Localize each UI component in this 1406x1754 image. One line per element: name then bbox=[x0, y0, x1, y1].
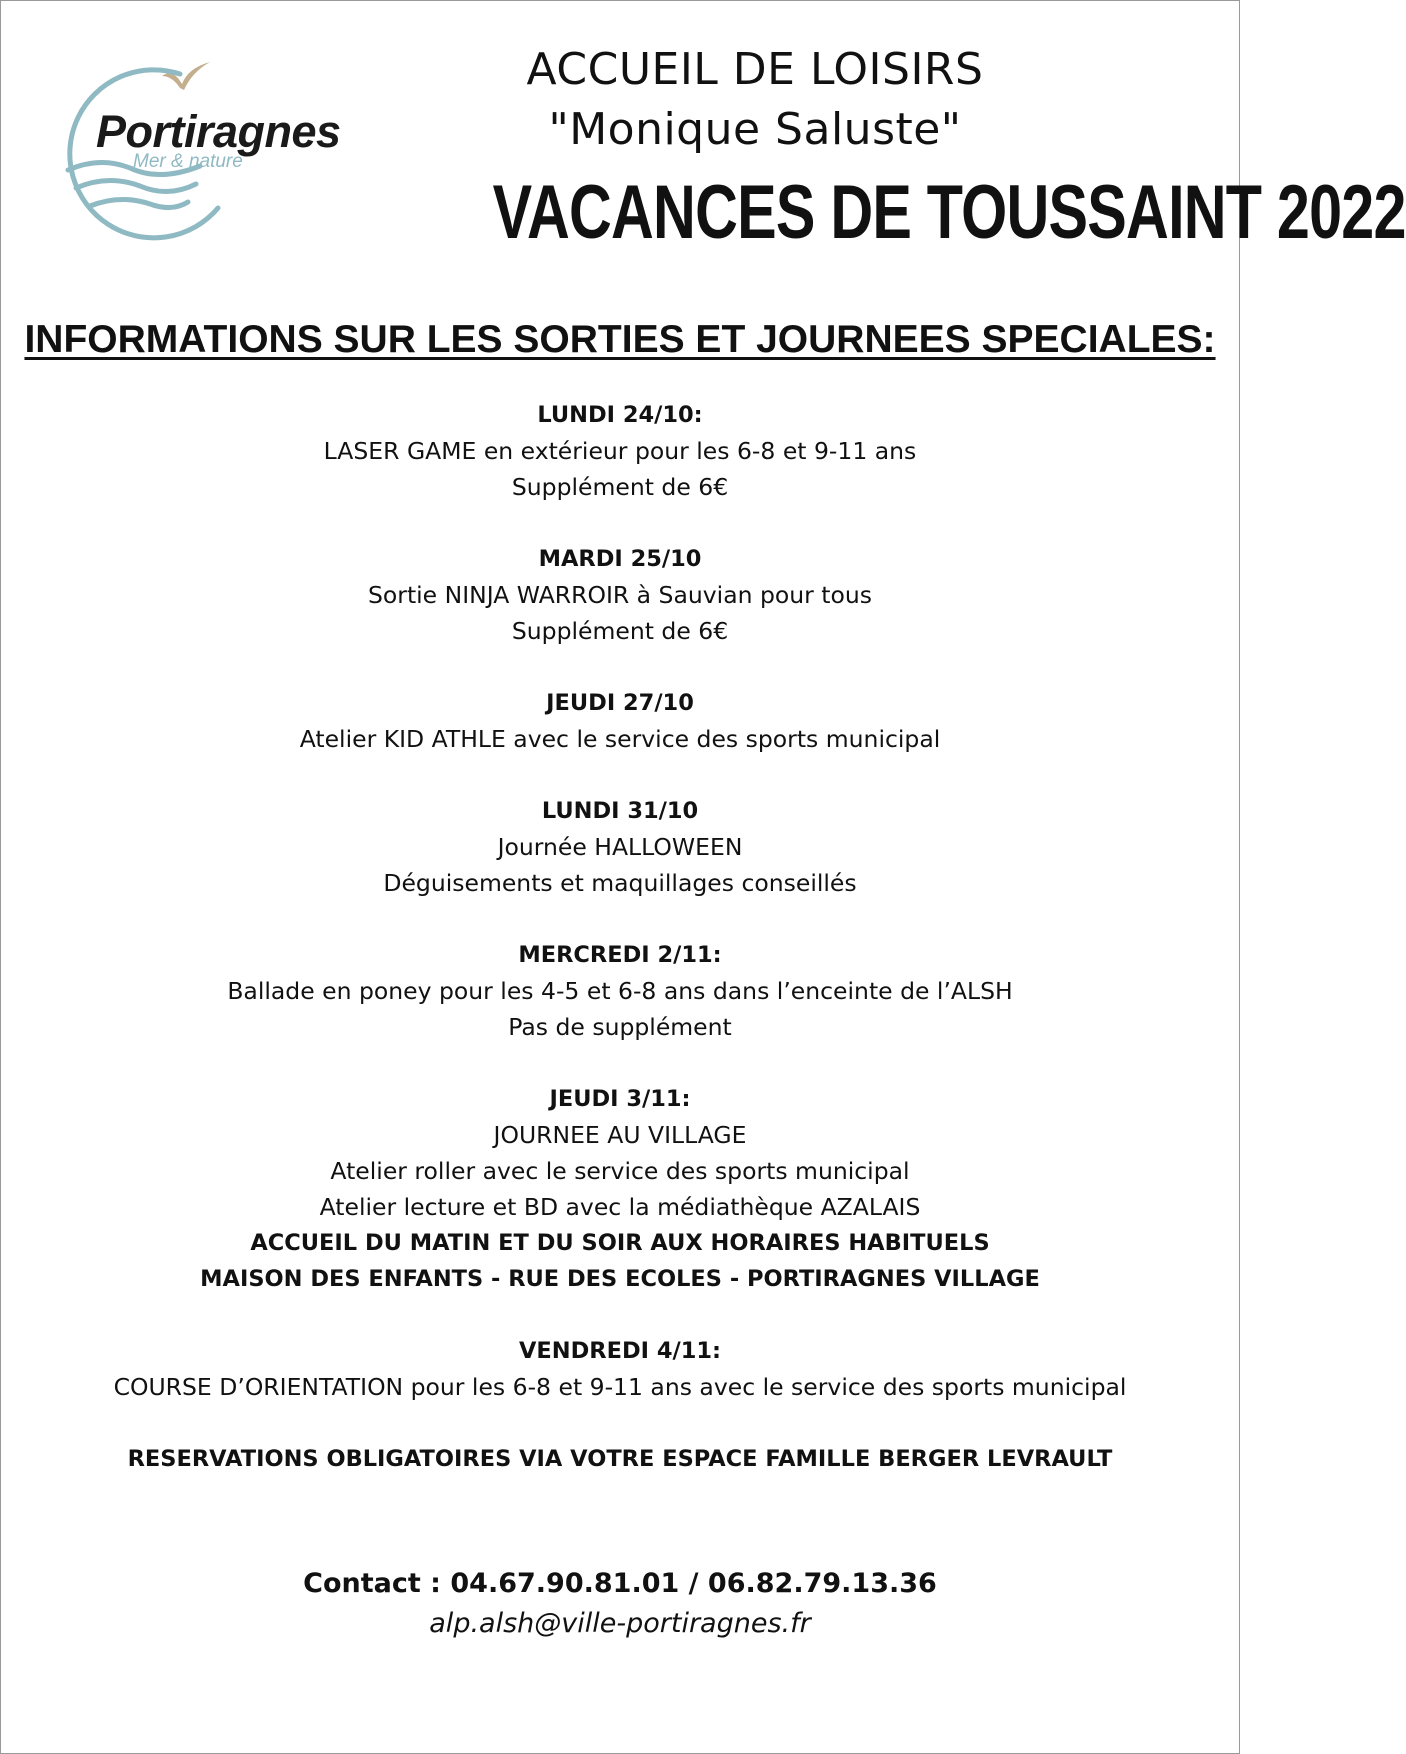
section-heading: INFORMATIONS SUR LES SORTIES ET JOURNEES SPECIALES: bbox=[24, 318, 1216, 361]
event-item bbox=[0, 1333, 1240, 1405]
event-date: MERCREDI 2/11: bbox=[518, 942, 722, 968]
event-line: Atelier KID ATHLE avec le service des sports municipal bbox=[299, 725, 941, 753]
header-title-line2: "Monique Saluste" bbox=[548, 104, 962, 155]
event-line: Sortie NINJA WARROIR à Sauvian pour tous bbox=[367, 581, 873, 609]
event-item bbox=[0, 397, 1240, 505]
event-date: JEUDI 27/10 bbox=[546, 690, 694, 716]
event-date: JEUDI 3/11: bbox=[549, 1086, 691, 1112]
event-item bbox=[0, 1081, 1240, 1297]
events-list bbox=[0, 397, 1240, 1477]
reservation-notice: RESERVATIONS OBLIGATOIRES VIA VOTRE ESPACE FAMILLE BERGER LEVRAULT bbox=[127, 1446, 1113, 1472]
header-title-line1: ACCUEIL DE LOISIRS bbox=[526, 44, 984, 95]
event-line: LASER GAME en extérieur pour les 6-8 et 9-11 ans bbox=[323, 437, 917, 465]
event-line: Atelier lecture et BD avec la médiathèque AZALAIS bbox=[319, 1193, 921, 1221]
event-date: MARDI 25/10 bbox=[538, 546, 702, 572]
event-bold-line: MAISON DES ENFANTS - RUE DES ECOLES - PORTIRAGNES VILLAGE bbox=[200, 1266, 1040, 1292]
event-item bbox=[0, 685, 1240, 757]
event-date: VENDREDI 4/11: bbox=[518, 1338, 722, 1364]
event-line: Supplément de 6€ bbox=[511, 473, 729, 501]
event-line: Journée HALLOWEEN bbox=[497, 833, 743, 861]
event-item bbox=[0, 937, 1240, 1045]
portiragnes-logo bbox=[60, 58, 405, 243]
logo-name: Portiragnes bbox=[96, 106, 341, 157]
contact-email[interactable]: alp.alsh@ville-portiragnes.fr bbox=[429, 1608, 811, 1639]
event-line: Ballade en poney pour les 4-5 et 6-8 ans dans l’enceinte de l’ALSH bbox=[227, 977, 1013, 1005]
event-line: COURSE D’ORIENTATION pour les 6-8 et 9-11 ans avec le service des sports municipal bbox=[113, 1373, 1127, 1401]
contact-phones: Contact : 04.67.90.81.01 / 06.82.79.13.36 bbox=[303, 1568, 937, 1599]
event-item bbox=[0, 793, 1240, 901]
event-line: Pas de supplément bbox=[508, 1013, 732, 1041]
event-date: LUNDI 24/10: bbox=[537, 402, 703, 428]
header-title-main: VACANCES DE TOUSSAINT 2022 bbox=[492, 170, 1406, 255]
event-item bbox=[0, 541, 1240, 649]
event-line: Déguisements et maquillages conseillés bbox=[383, 869, 857, 897]
logo-tagline: Mer & nature bbox=[133, 151, 243, 172]
event-line: Supplément de 6€ bbox=[511, 617, 729, 645]
event-date: LUNDI 31/10 bbox=[541, 798, 699, 824]
event-line: Atelier roller avec le service des sports municipal bbox=[330, 1157, 910, 1185]
event-bold-line: ACCUEIL DU MATIN ET DU SOIR AUX HORAIRES HABITUELS bbox=[250, 1230, 990, 1256]
event-line: JOURNEE AU VILLAGE bbox=[493, 1121, 747, 1149]
